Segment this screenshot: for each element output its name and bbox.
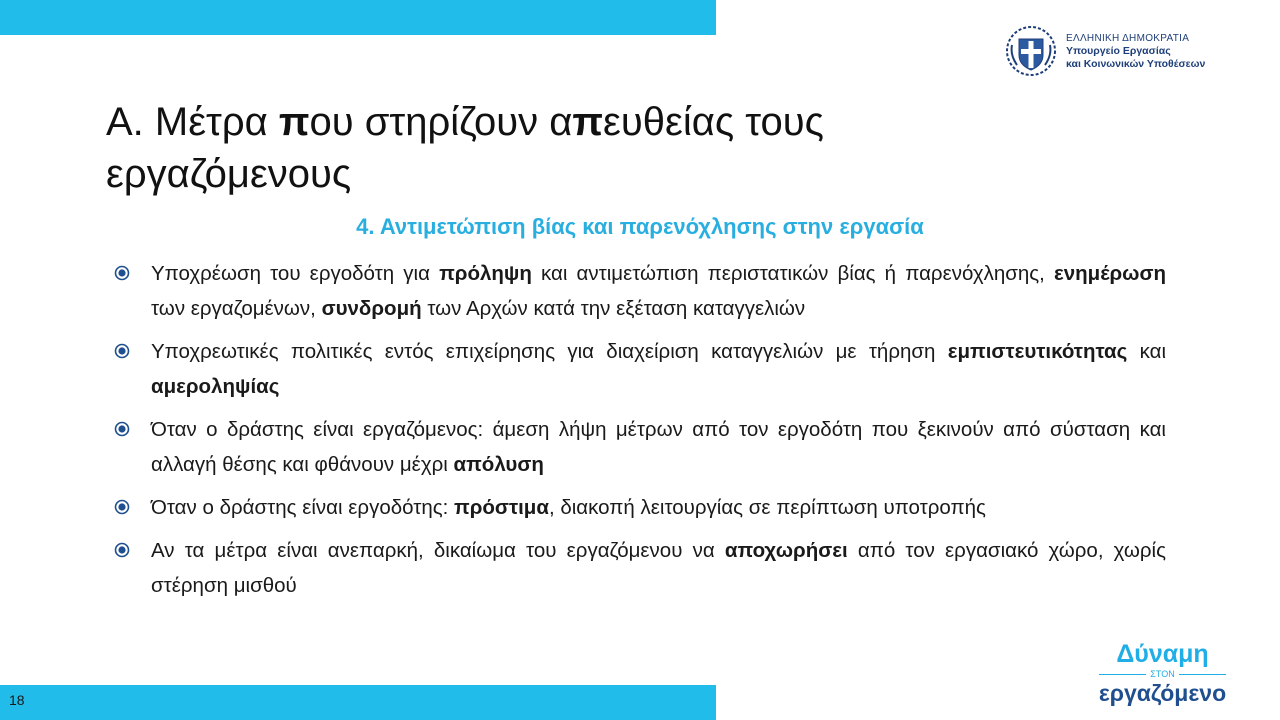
- slide-title: [106, 96, 986, 200]
- brand-rule: [1179, 674, 1226, 675]
- bullet-text-bold: απόλυση: [453, 453, 544, 476]
- bullet-item: [108, 412, 1166, 482]
- bullet-text-bold: αμεροληψίας: [151, 375, 280, 398]
- ministry-text: [1066, 32, 1205, 71]
- brand-mid-row: [1095, 669, 1230, 679]
- section-subtitle: 4. Αντιμετώπιση βίας και παρενόχλησης στην εργασία: [356, 214, 924, 239]
- radio-dot-icon: [114, 343, 130, 359]
- bullet-text-bold: πρόληψη: [439, 262, 532, 285]
- radio-dot-icon: [114, 265, 130, 281]
- title-part-bold: π: [278, 100, 310, 144]
- bullet-text-bold: συνδρομή: [321, 297, 422, 320]
- bullet-text: Όταν ο δράστης είναι εργοδότης:: [151, 496, 455, 519]
- title-part: Α. Μέτρα: [106, 100, 279, 144]
- radio-dot-icon: [114, 421, 130, 437]
- ministry-name-cont: και Κοινωνικών Υποθέσεων: [1066, 57, 1206, 70]
- page-number: 18: [9, 692, 25, 708]
- title-part: ευθείας τους εργαζόμενους: [106, 100, 824, 196]
- bullet-item: [108, 256, 1166, 326]
- bullet-text: Υποχρεωτικές πολιτικές εντός επιχείρησης για διαχείριση καταγγελιών με τήρηση: [151, 340, 948, 363]
- bullet-text: και: [1127, 340, 1167, 363]
- ministry-logo: [1005, 25, 1205, 77]
- bullet-text-bold: εμπιστευτικότητας: [947, 340, 1128, 363]
- bullet-text: των εργαζομένων,: [151, 297, 322, 320]
- brand-bottom: εργαζόμενο: [1098, 680, 1227, 706]
- bullet-text: από τον εργασιακό χώρο, χωρίς στέρηση μισθού: [151, 539, 1166, 597]
- greek-coat-of-arms-icon: [1005, 25, 1057, 77]
- bullet-text: Υποχρέωση του εργοδότη για: [151, 262, 440, 285]
- bullet-text: Όταν ο δράστης είναι εργαζόμενος: άμεση λήψη μέτρων από τον εργοδότη που ξεκινούν από σύσταση και αλλαγή θέσης και φθάνουν μέχρι: [151, 418, 1166, 476]
- brand-logo: [1095, 640, 1230, 706]
- bullet-item: [108, 490, 1166, 525]
- top-accent-bar: [0, 0, 716, 35]
- title-part-bold: π: [572, 100, 604, 144]
- brand-middle: ΣΤΟΝ: [1150, 669, 1175, 679]
- bullet-text: και αντιμετώπιση περιστατικών βίας ή παρενόχλησης,: [531, 262, 1054, 285]
- bullet-text-bold: πρόστιμα: [454, 496, 549, 519]
- bullet-text: των Αρχών κατά την εξέταση καταγγελιών: [421, 297, 806, 320]
- brand-top: Δύναμη: [1116, 640, 1209, 668]
- ministry-name: Υπουργείο Εργασίας: [1066, 44, 1171, 57]
- title-part: ου στηρίζουν α: [309, 100, 573, 144]
- radio-dot-icon: [114, 542, 130, 558]
- bullet-text-bold: αποχωρήσει: [724, 539, 848, 562]
- bullet-item: [108, 533, 1166, 603]
- bullet-text: , διακοπή λειτουργίας σε περίπτωση υποτροπής: [548, 496, 986, 519]
- bullet-text: Αν τα μέτρα είναι ανεπαρκή, δικαίωμα του εργαζόμενου να: [151, 539, 725, 562]
- bullet-text-bold: ενημέρωση: [1054, 262, 1166, 285]
- bottom-accent-bar: [0, 685, 716, 720]
- bullet-list: [108, 256, 1166, 611]
- radio-dot-icon: [114, 499, 130, 515]
- ministry-country: ΕΛΛΗΝΙΚΗ ΔΗΜΟΚΡΑΤΙΑ: [1066, 32, 1190, 44]
- brand-rule: [1099, 674, 1146, 675]
- bullet-item: [108, 334, 1166, 404]
